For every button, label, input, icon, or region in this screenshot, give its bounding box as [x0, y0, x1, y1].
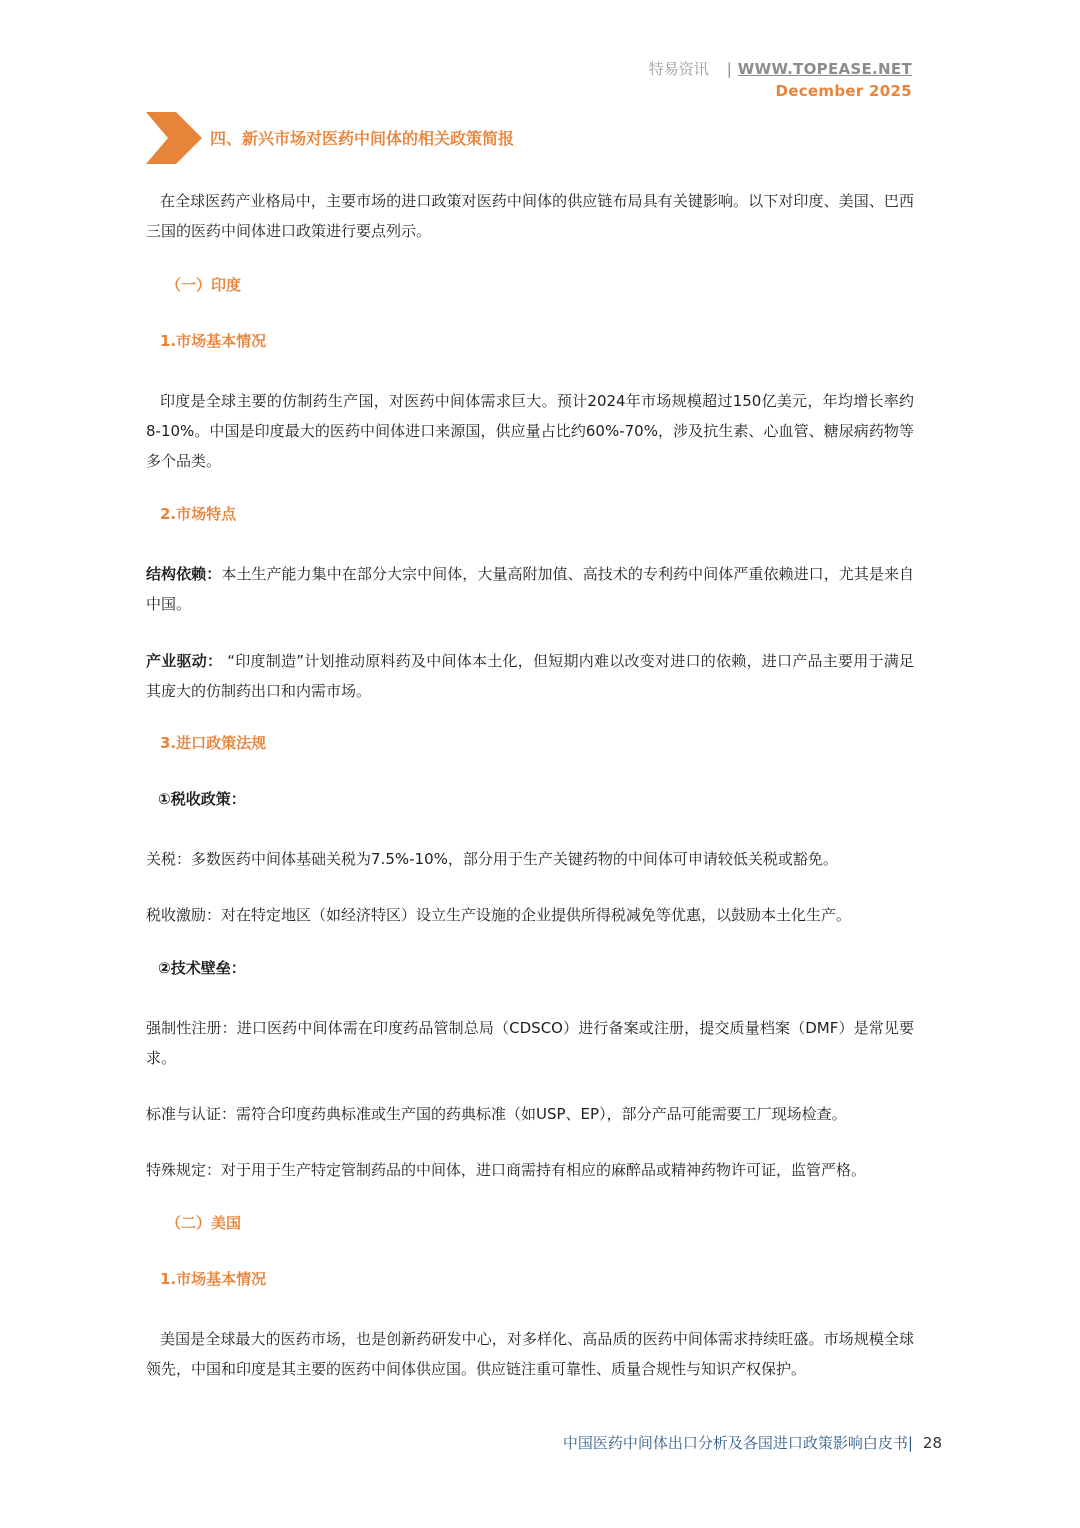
feature-text: “印度制造”计划推动原料药及中间体本土化，但短期内难以改变对进口的依赖，进口产品主要用于满足其庞大的仿制药出口和内需市场。 — [146, 652, 914, 700]
usa-heading: （二）美国 — [166, 1214, 242, 1232]
brand-name: 特易资讯 — [648, 60, 709, 78]
usa-market-basics-heading: 1.市场基本情况 — [160, 1270, 267, 1288]
header-brand-line — [649, 58, 912, 79]
india-import-policy-heading: 3.进口政策法规 — [160, 734, 267, 752]
india-heading: （一）印度 — [166, 276, 242, 294]
feature-term: 产业驱动： — [146, 652, 223, 670]
page-footer — [563, 1432, 942, 1453]
tax-policy-heading: ①税收政策： — [158, 790, 246, 808]
header-separator: | — [726, 60, 732, 78]
feature-term: 结构依赖： — [146, 565, 222, 583]
india-market-features-heading: 2.市场特点 — [160, 505, 237, 523]
tech-special-rules-item: 特殊规定：对于用于生产特定管制药品的中间体，进口商需持有相应的麻醉品或精神药物许可证，监管严格。 — [146, 1161, 867, 1179]
feature-industry-driver — [146, 646, 914, 706]
usa-market-paragraph: 美国是全球最大的医药市场，也是创新药研发中心，对多样化、高品质的医药中间体需求持续旺盛。市场规模全球领先，中国和印度是其主要的医药中间体供应国。供应链注重可靠性、质量合规性与知识产权保护。 — [146, 1330, 914, 1378]
header-date: December 2025 — [775, 82, 912, 100]
report-title: 中国医药中间体出口分析及各国进口政策影响白皮书| — [562, 1434, 913, 1452]
india-market-basics-heading: 1.市场基本情况 — [160, 332, 267, 350]
website-link[interactable]: WWW.TOPEASE.NET — [737, 60, 912, 78]
feature-structural-dependency — [146, 559, 914, 619]
tax-incentive-item: 税收激励：对在特定地区（如经济特区）设立生产设施的企业提供所得税减免等优惠，以鼓励本土化生产。 — [146, 906, 852, 924]
intro-paragraph: 在全球医药产业格局中，主要市场的进口政策对医药中间体的供应链布局具有关键影响。以下对印度、美国、巴西三国的医药中间体进口政策进行要点列示。 — [146, 192, 914, 240]
india-market-paragraph: 印度是全球主要的仿制药生产国，对医药中间体需求巨大。预计2024年市场规模超过150亿美元，年均增长率约8-10%。中国是印度最大的医药中间体进口来源国，供应量占比约60%-70%，涉及抗生素、心血管、糖尿病药物等多个品类。 — [146, 392, 914, 470]
tech-barrier-heading: ②技术壁垒： — [158, 959, 246, 977]
feature-text: 本土生产能力集中在部分大宗中间体，大量高附加值、高技术的专利药中间体严重依赖进口，尤其是来自中国。 — [146, 565, 914, 613]
chevron-arrow-icon — [146, 112, 202, 164]
tech-standards-item: 标准与认证：需符合印度药典标准或生产国的药典标准（如USP、EP），部分产品可能需要工厂现场检查。 — [146, 1105, 847, 1123]
section-title: 四、新兴市场对医药中间体的相关政策简报 — [210, 129, 515, 148]
section-header — [146, 112, 706, 164]
page-number: 28 — [922, 1434, 942, 1452]
tech-registration-item: 强制性注册：进口医药中间体需在印度药品管制总局（CDSCO）进行备案或注册，提交质量档案（DMF）是常见要求。 — [146, 1019, 914, 1067]
tax-tariff-item: 关税：多数医药中间体基础关税为7.5%-10%，部分用于生产关键药物的中间体可申请较低关税或豁免。 — [146, 850, 838, 868]
